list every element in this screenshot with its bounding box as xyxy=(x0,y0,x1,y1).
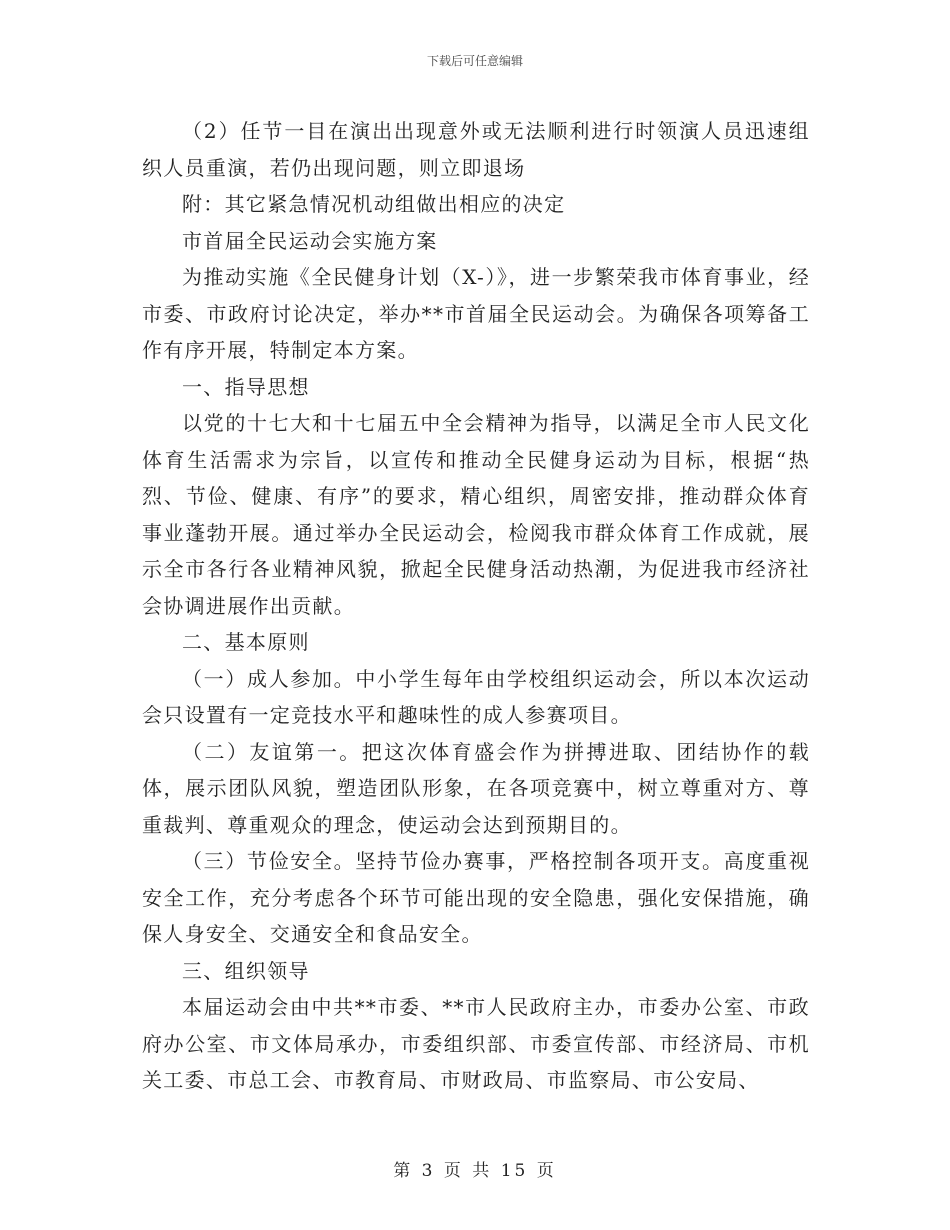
paragraph-guiding-ideology: 以党的十七大和十七届五中全会精神为指导，以满足全市人民文化体育生活需求为宗旨，以宣传和推动全民健身运动为目标，根据“热烈、节俭、健康、有序”的要求，精心组织，周密安排，推动群众体育事业蓬勃开展。通过举办全民运动会，检阅我市群众体育工作成就，展示全市各行各业精神风貌，掀起全民健身活动热潮，为促进我市经济社会协调进展作出贡献。 xyxy=(142,411,810,618)
page-header: 下载后可任意编辑 xyxy=(426,54,523,68)
section-heading-guiding-ideology: 一、指导思想 xyxy=(182,374,310,399)
document-body xyxy=(142,113,810,1099)
paragraph-intro: 为推动实施《全民健身计划（X-）》，进一步繁荣我市体育事业，经市委、市政府讨论决定，举办**市首届全民运动会。为确保各项筹备工作有序开展，特制定本方案。 xyxy=(142,265,810,362)
page-number-footer: 第 3 页 共 15 页 xyxy=(393,1161,557,1181)
paragraph-appendix-note: 附：其它紧急情况机动组做出相应的决定 xyxy=(182,192,566,216)
paragraph-principle-adult-participation: （一）成人参加。中小学生每年由学校组织运动会，所以本次运动会只设置有一定竞技水平和趣味性的成人参赛项目。 xyxy=(142,666,810,727)
paragraph-performance-accident: （2）任节一目在演出出现意外或无法顺利进行时领演人员迅速组织人员重演，若仍出现问题，则立即退场 xyxy=(142,119,810,180)
document-title: 市首届全民运动会实施方案 xyxy=(182,228,438,253)
paragraph-principle-frugal-safety: （三）节俭安全。坚持节俭办赛事，严格控制各项开支。高度重视安全工作，充分考虑各个环节可能出现的安全隐患，强化安保措施，确保人身安全、交通安全和食品安全。 xyxy=(142,849,810,946)
section-heading-basic-principles: 二、基本原则 xyxy=(182,630,310,654)
section-heading-organization: 三、组织领导 xyxy=(182,958,310,983)
paragraph-organization: 本届运动会由中共**市委、**市人民政府主办，市委办公室、市政府办公室、市文体局承办，市委组织部、市委宣传部、市经济局、市机关工委、市总工会、市教育局、市财政局、市监察局、市公安局、 xyxy=(142,995,810,1092)
paragraph-principle-friendship-first: （二）友谊第一。把这次体育盛会作为拼搏进取、团结协作的载体，展示团队风貌，塑造团队形象，在各项竞赛中，树立尊重对方、尊重裁判、尊重观众的理念，使运动会达到预期目的。 xyxy=(142,739,810,837)
